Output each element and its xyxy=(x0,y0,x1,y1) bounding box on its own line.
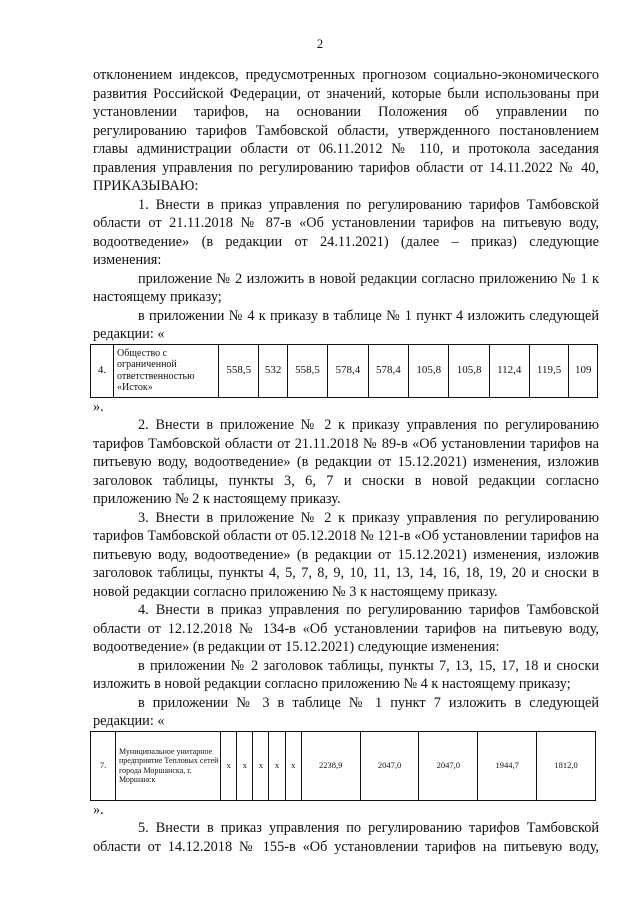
table-cell: 2238,9 xyxy=(301,731,360,800)
table-istok xyxy=(90,344,598,398)
table-cell: 558,5 xyxy=(287,344,327,397)
row-number: 7. xyxy=(91,731,116,800)
paragraph-1a: приложение № 2 изложить в новой редакции согласно приложению № 1 к настоящему приказу; xyxy=(93,270,599,305)
organization-name: Общество с ограниченной ответственностью «Исток» xyxy=(114,344,219,397)
table-cell: х xyxy=(253,731,269,800)
table-row xyxy=(91,731,596,800)
table-cell: х xyxy=(285,731,301,800)
table-cell: 105,8 xyxy=(409,344,449,397)
table-1-close-quote: ». xyxy=(93,398,104,415)
table-cell: х xyxy=(237,731,253,800)
paragraph-1b: в приложении № 4 к приказу в таблице № 1 пункт 4 изложить следующей редакции: « xyxy=(93,307,599,342)
table-cell: 578,4 xyxy=(328,344,368,397)
page-number: 2 xyxy=(316,36,324,51)
document-body xyxy=(93,66,599,856)
table-cell: 558,5 xyxy=(219,344,259,397)
table-cell: 105,8 xyxy=(449,344,489,397)
paragraph-5: 5. Внести в приказ управления по регулированию тарифов Тамбовской области от 14.12.2018 № 155-в «Об установлении тарифов на питьевую воду, xyxy=(93,820,599,855)
paragraph-4a: в приложении № 2 заголовок таблицы, пункты 7, 13, 15, 17, 18 и сноски изложить в новой редакции согласно приложению № 4 к настоящему приказу; xyxy=(93,657,599,692)
table-cell: 578,4 xyxy=(368,344,408,397)
row-number: 4. xyxy=(91,344,114,397)
paragraph-1: 1. Внести в приказ управления по регулированию тарифов Тамбовской области от 21.11.2018 № 87-в «Об установлении тарифов на питьевую воду, водоотведение» (в редакции от 24.11.2021) (далее – приказ) следующие изменения: xyxy=(93,196,599,268)
table-cell: 532 xyxy=(259,344,287,397)
paragraph-4: 4. Внести в приказ управления по регулированию тарифов Тамбовской области от 12.12.2018 № 134-в «Об установлении тарифов на питьевую воду, водоотведение» (в редакции от 15.12.2021) следующие изменения: xyxy=(93,602,599,655)
paragraph-4b: в приложении № 3 в таблице № 1 пункт 7 изложить в следующей редакции: « xyxy=(93,694,599,729)
table-cell: х xyxy=(221,731,237,800)
paragraph-3: 3. Внести в приложение № 2 к приказу управления по регулированию тарифов Тамбовской области от 05.12.2018 № 121-в «Об установлении тарифов на питьевую воду, водоотведение» (в редакции от 15.12.2021) изменения, изложив заголовок таблицы, пункты 4, 5, 7, 8, 9, 10, 11, 13, 14, 16, 18, 19, 20 и сноски в новой редакции согласно приложению № 3 к настоящему приказу. xyxy=(93,509,599,600)
table-cell: 2047,0 xyxy=(419,731,478,800)
table-2-close-quote: ». xyxy=(93,801,104,818)
organization-name: Муниципальное унитарное предприятие Тепловых сетей города Моршанска, г. Моршанск xyxy=(116,731,221,800)
table-cell: х xyxy=(269,731,285,800)
table-cell: 1944,7 xyxy=(478,731,537,800)
paragraph-2: 2. Внести в приложение № 2 к приказу управления по регулированию тарифов Тамбовской области от 21.11.2018 № 89-в «Об установлении тарифов на питьевую воду, водоотведение» (в редакции от 15.12.2021) изменения, изложив заголовок таблицы, пункты 3, 6, 7 и сноски в новой редакции согласно приложению № 2 к настоящему приказу. xyxy=(93,417,599,507)
table-cell: 1812,0 xyxy=(537,731,596,800)
table-cell: 119,5 xyxy=(529,344,569,397)
table-cell: 2047,0 xyxy=(360,731,419,800)
intro-paragraph: отклонением индексов, предусмотренных прогнозом социально-экономического развития Российской Федерации, от значений, которые были использованы при установлении тарифов, на основании Положения об управлении по регулированию тарифов Тамбовской области, утвержденного постановлением главы администрации области от 06.11.2012 № 110, и протокола заседания правления управления по регулированию тарифов области от 14.11.2022 № 40, ПРИКАЗЫВАЮ: xyxy=(93,67,599,194)
table-morshansk xyxy=(90,731,596,801)
table-cell: 109 xyxy=(569,344,598,397)
table-cell: 112,4 xyxy=(489,344,529,397)
table-row xyxy=(91,344,598,397)
